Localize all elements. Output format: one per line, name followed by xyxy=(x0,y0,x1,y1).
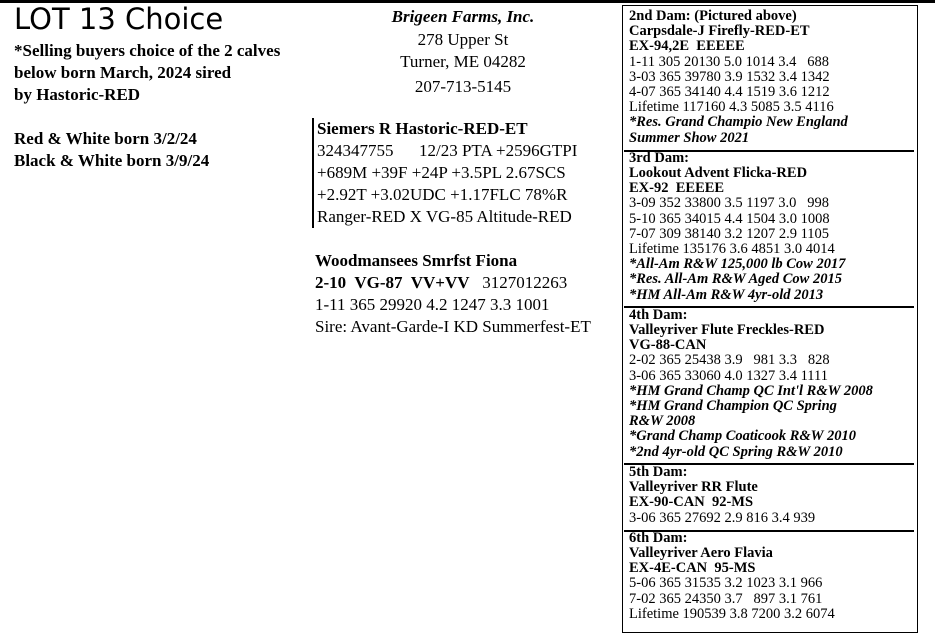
ped-record: 7-07 309 38140 3.2 1207 2.9 1105 xyxy=(629,225,830,242)
description-line: below born March, 2024 sired xyxy=(14,63,232,82)
sire-name: Siemers R Hastoric-RED-ET xyxy=(317,119,528,138)
ped-record: 2-02 365 25438 3.9 981 3.3 828 xyxy=(629,352,830,369)
ped-name: Valleyriver Aero Flavia xyxy=(629,544,773,561)
ped-record: 3-09 352 33800 3.5 1197 3.0 998 xyxy=(629,195,830,212)
ped-class: VG-88-CAN xyxy=(629,337,707,354)
ped-award: *Grand Champ Coaticook R&W 2010 xyxy=(629,428,856,445)
description-line: *Selling buyers choice of the 2 calves xyxy=(14,41,281,60)
ped-4th-dam xyxy=(629,308,873,460)
ped-2nd-dam xyxy=(629,9,873,146)
ped-award: *HM Grand Champion QC Spring xyxy=(629,398,837,415)
ped-record: Lifetime 135176 3.6 4851 3.0 4014 xyxy=(629,241,835,258)
ped-record: 3-06 365 27692 2.9 816 3.4 939 xyxy=(629,509,816,526)
sire-line: Ranger-RED X VG-85 Altitude-RED xyxy=(317,207,572,226)
ped-heading: 4th Dam: xyxy=(629,306,688,323)
ped-record: 5-10 365 34015 4.4 1504 3.0 1008 xyxy=(629,210,830,227)
ped-record: 3-03 365 39780 3.9 1532 3.4 1342 xyxy=(629,68,830,85)
ped-award: Summer Show 2021 xyxy=(629,129,750,146)
consignor-city: Turner, ME 04282 xyxy=(400,52,526,71)
consignor-block xyxy=(363,6,563,98)
ped-award: *Res. Grand Champio New England xyxy=(629,114,848,131)
calves-list xyxy=(14,128,209,172)
ped-record: Lifetime 190539 3.8 7200 3.2 6074 xyxy=(629,605,835,622)
dam-record: 1-11 365 29920 4.2 1247 3.3 1001 xyxy=(315,295,550,314)
ped-class: EX-90-CAN 92-MS xyxy=(629,494,754,511)
ped-record: 1-11 305 20130 5.0 1014 3.4 688 xyxy=(629,53,830,70)
ped-heading: 2nd Dam: (Pictured above) xyxy=(629,8,797,24)
ped-record: 5-06 365 31535 3.2 1023 3.1 966 xyxy=(629,575,823,592)
calf-black-white: Black & White born 3/9/24 xyxy=(14,151,210,170)
consignor-phone: 207-713-5145 xyxy=(414,76,512,96)
ped-award: *HM All-Am R&W 4yr-old 2013 xyxy=(629,286,824,303)
calf-red-white: Red & White born 3/2/24 xyxy=(14,129,197,148)
dam-name: Woodmansees Smrfst Fiona xyxy=(315,251,518,270)
ped-6th-dam xyxy=(629,531,873,622)
ped-3rd-dam xyxy=(629,151,873,303)
dam-reg-number: 3127012263 xyxy=(482,273,568,292)
lot-description xyxy=(14,40,280,106)
ped-class: EX-92 EEEEE xyxy=(629,180,725,197)
pedigree-list xyxy=(629,9,873,622)
ped-class: EX-4E-CAN 95-MS xyxy=(629,560,756,577)
ped-heading: 3rd Dam: xyxy=(629,149,690,166)
ped-heading: 5th Dam: xyxy=(629,463,688,480)
ped-name: Carpsdale-J Firefly-RED-ET xyxy=(629,23,810,40)
sire-line: 324347755 12/23 PTA +2596GTPI xyxy=(317,141,578,160)
ped-name: Lookout Advent Flicka-RED xyxy=(629,165,808,182)
ped-class: EX-94,2E EEEEE xyxy=(629,38,745,55)
consignor-street: 278 Upper St xyxy=(417,29,509,49)
ped-award: *2nd 4yr-old QC Spring R&W 2010 xyxy=(629,443,843,460)
ped-record: 3-06 365 33060 4.0 1327 3.4 1111 xyxy=(629,367,828,384)
dam-block xyxy=(315,250,591,338)
description-line: by Hastoric-RED xyxy=(14,85,141,104)
ped-name: Valleyriver RR Flute xyxy=(629,479,758,496)
lot-title: LOT 13 Choice xyxy=(14,2,224,36)
ped-award: *HM Grand Champ QC Int'l R&W 2008 xyxy=(629,382,873,399)
ped-award: R&W 2008 xyxy=(629,413,696,430)
dam-sire: Sire: Avant-Garde-I KD Summerfest-ET xyxy=(315,317,591,336)
dam-class-row xyxy=(315,272,591,294)
sire-line: +2.92T +3.02UDC +1.17FLC 78%R xyxy=(317,185,568,204)
sire-line: +689M +39F +24P +3.5PL 2.67SCS xyxy=(317,163,566,182)
ped-name: Valleyriver Flute Freckles-RED xyxy=(629,322,825,339)
ped-record: Lifetime 117160 4.3 5085 3.5 4116 xyxy=(629,99,834,116)
ped-award: *All-Am R&W 125,000 lb Cow 2017 xyxy=(629,256,846,273)
ped-record: 4-07 365 34140 4.4 1519 3.6 1212 xyxy=(629,84,830,101)
consignor-name: Brigeen Farms, Inc. xyxy=(391,7,535,26)
ped-5th-dam xyxy=(629,465,873,526)
dam-classification: 2-10 VG-87 VV+VV xyxy=(315,273,470,292)
ped-record: 7-02 365 24350 3.7 897 3.1 761 xyxy=(629,590,823,607)
sire-block xyxy=(312,118,577,228)
ped-award: *Res. All-Am R&W Aged Cow 2015 xyxy=(629,271,842,288)
ped-heading: 6th Dam: xyxy=(629,529,688,546)
